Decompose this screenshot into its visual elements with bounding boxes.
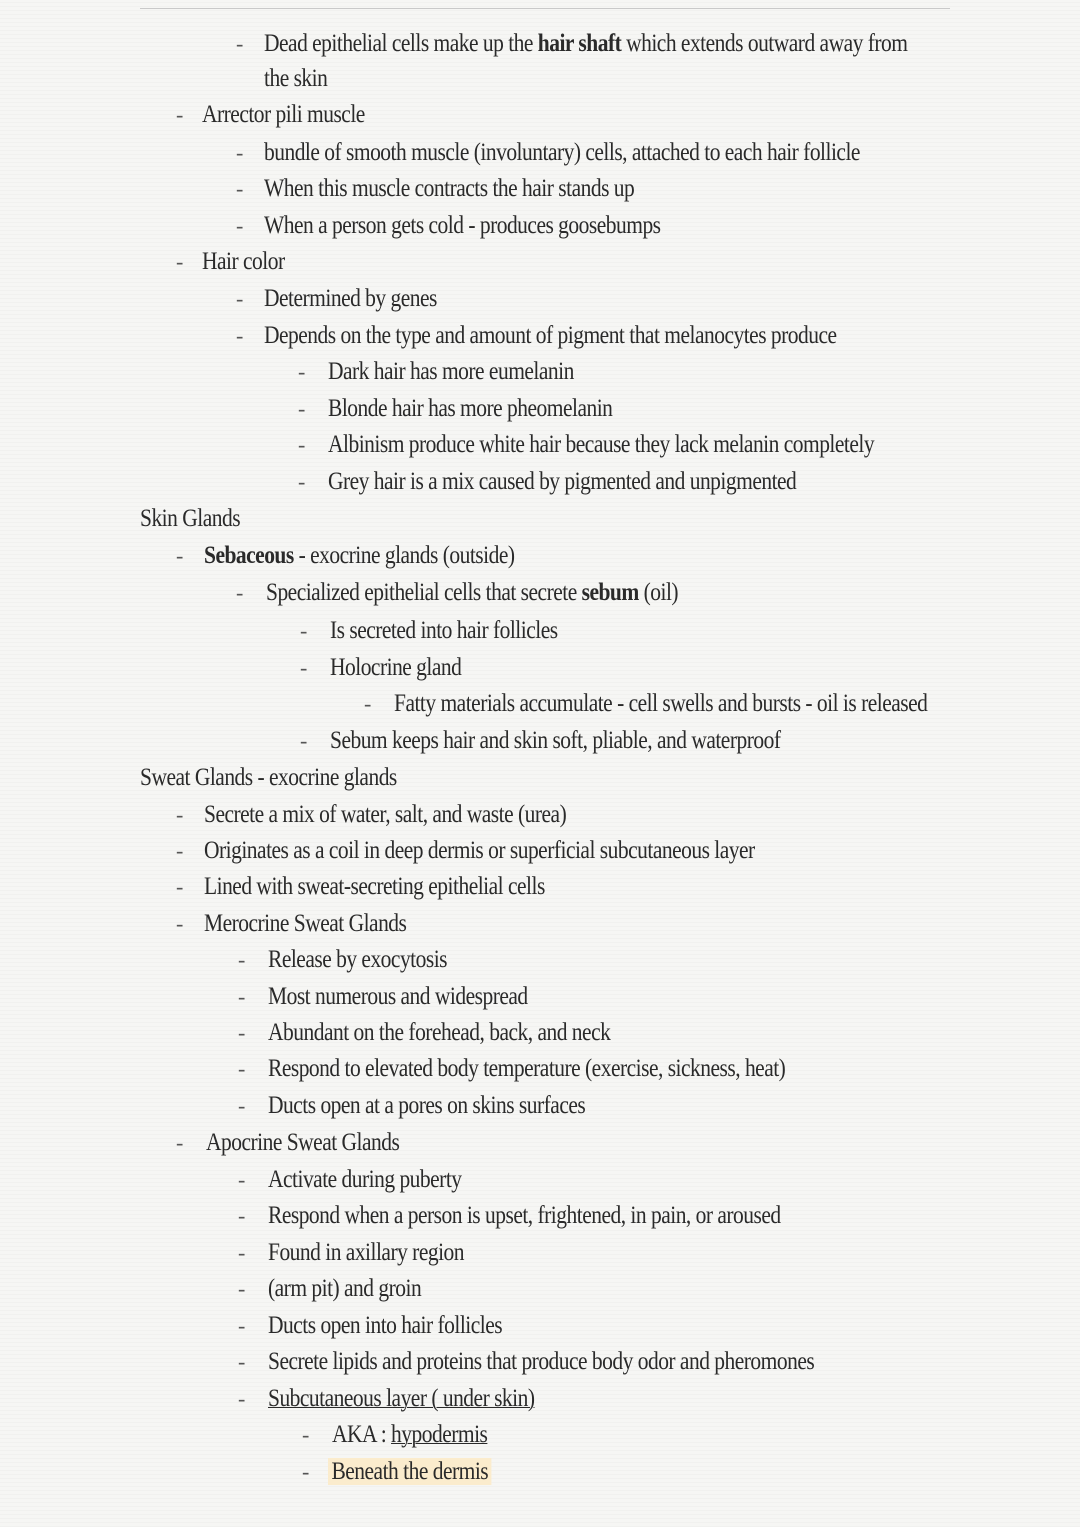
list-item: Ducts open into hair follicles	[268, 1312, 503, 1339]
merocrine-heading: Merocrine Sweat Glands	[204, 910, 407, 937]
bullet-dash: -	[238, 1349, 246, 1374]
sebaceous-heading	[204, 541, 515, 571]
hair-shaft-line-2: the skin	[264, 65, 328, 92]
bullet-dash: -	[176, 102, 184, 127]
bullet-dash: -	[298, 359, 306, 384]
arrector-heading: Arrector pili muscle	[202, 101, 365, 128]
bullet-dash: -	[238, 1093, 246, 1118]
bullet-dash: -	[364, 691, 372, 716]
text-segment: AKA :	[332, 1421, 392, 1448]
list-item: Respond when a person is upset, frightened, in pain, or aroused	[268, 1202, 781, 1229]
highlighted-line	[328, 1457, 492, 1487]
list-item: Release by exocytosis	[268, 946, 448, 973]
subcutaneous-heading: Subcutaneous layer ( under skin)	[268, 1385, 535, 1412]
bullet-dash: -	[176, 1130, 184, 1155]
aka-line	[332, 1420, 487, 1450]
list-item: Depends on the type and amount of pigment that melanocytes produce	[264, 322, 837, 349]
list-item: Albinism produce white hair because they lack melanin completely	[328, 431, 875, 458]
top-divider	[140, 8, 950, 9]
text-segment: - exocrine glands (outside)	[293, 542, 515, 569]
sweat-glands-heading: Sweat Glands - exocrine glands	[140, 764, 397, 791]
skin-glands-heading: Skin Glands	[140, 505, 241, 532]
text-segment: (oil)	[638, 579, 679, 606]
bold-term: hair shaft	[537, 30, 622, 57]
bullet-dash: -	[238, 947, 246, 972]
list-item: (arm pit) and groin	[268, 1275, 422, 1302]
bullet-dash: -	[176, 802, 184, 827]
bold-term: sebum	[581, 579, 639, 606]
list-item: Sebum keeps hair and skin soft, pliable, and waterproof	[330, 727, 781, 754]
bullet-dash: -	[176, 874, 184, 899]
bullet-dash: -	[238, 1276, 246, 1301]
list-item: Respond to elevated body temperature (exercise, sickness, heat)	[268, 1055, 786, 1082]
list-item: Abundant on the forehead, back, and neck	[268, 1019, 611, 1046]
hypodermis-term: hypodermis	[391, 1421, 488, 1448]
list-item	[266, 578, 678, 608]
bullet-dash: -	[238, 1386, 246, 1411]
bullet-dash: -	[238, 984, 246, 1009]
bullet-dash: -	[238, 1020, 246, 1045]
text-segment: Dead epithelial cells make up the	[264, 30, 538, 57]
bullet-dash: -	[300, 655, 308, 680]
list-item: Found in axillary region	[268, 1239, 465, 1266]
bullet-dash: -	[176, 543, 184, 568]
highlight-text: Beneath the dermis	[328, 1458, 492, 1485]
bold-term: Sebaceous	[204, 542, 294, 569]
bullet-dash: -	[238, 1313, 246, 1338]
list-item: Secrete a mix of water, salt, and waste (urea)	[204, 801, 567, 828]
list-item: Originates as a coil in deep dermis or superficial subcutaneous layer	[204, 837, 755, 864]
list-item: Most numerous and widespread	[268, 983, 528, 1010]
list-item: Blonde hair has more pheomelanin	[328, 395, 613, 422]
list-item: bundle of smooth muscle (involuntary) cells, attached to each hair follicle	[264, 139, 860, 166]
apocrine-heading: Apocrine Sweat Glands	[206, 1129, 400, 1156]
bullet-dash: -	[302, 1422, 310, 1447]
text-segment: which extends outward away from	[621, 30, 908, 57]
list-item: Is secreted into hair follicles	[330, 617, 558, 644]
bullet-dash: -	[298, 396, 306, 421]
bullet-dash: -	[236, 31, 244, 56]
bullet-dash: -	[236, 213, 244, 238]
bullet-dash: -	[236, 286, 244, 311]
bullet-dash: -	[238, 1056, 246, 1081]
bullet-dash: -	[236, 580, 244, 605]
bullet-dash: -	[238, 1203, 246, 1228]
bullet-dash: -	[236, 323, 244, 348]
list-item: Secrete lipids and proteins that produce body odor and pheromones	[268, 1348, 815, 1375]
bullet-dash: -	[176, 911, 184, 936]
hair-color-heading: Hair color	[202, 248, 285, 275]
bullet-dash: -	[298, 469, 306, 494]
list-item: When a person gets cold - produces goosebumps	[264, 212, 661, 239]
list-item: When this muscle contracts the hair stands up	[264, 175, 635, 202]
bullet-dash: -	[176, 249, 184, 274]
bullet-dash: -	[298, 432, 306, 457]
list-item: Determined by genes	[264, 285, 437, 312]
list-item: Holocrine gland	[330, 654, 462, 681]
bullet-dash: -	[302, 1459, 310, 1484]
bullet-dash: -	[238, 1167, 246, 1192]
bullet-dash: -	[176, 838, 184, 863]
list-item: Dark hair has more eumelanin	[328, 358, 574, 385]
bullet-dash: -	[236, 176, 244, 201]
list-item: Ducts open at a pores on skins surfaces	[268, 1092, 586, 1119]
hair-shaft-line	[264, 29, 907, 59]
bullet-dash: -	[236, 140, 244, 165]
list-item: Activate during puberty	[268, 1166, 462, 1193]
bullet-dash: -	[300, 728, 308, 753]
bullet-dash: -	[300, 618, 308, 643]
list-item: Grey hair is a mix caused by pigmented and unpigmented	[328, 468, 797, 495]
text-segment: Specialized epithelial cells that secrete	[266, 579, 582, 606]
list-item: Fatty materials accumulate - cell swells and bursts - oil is released	[394, 690, 928, 717]
list-item: Lined with sweat-secreting epithelial cells	[204, 873, 545, 900]
bullet-dash: -	[238, 1240, 246, 1265]
